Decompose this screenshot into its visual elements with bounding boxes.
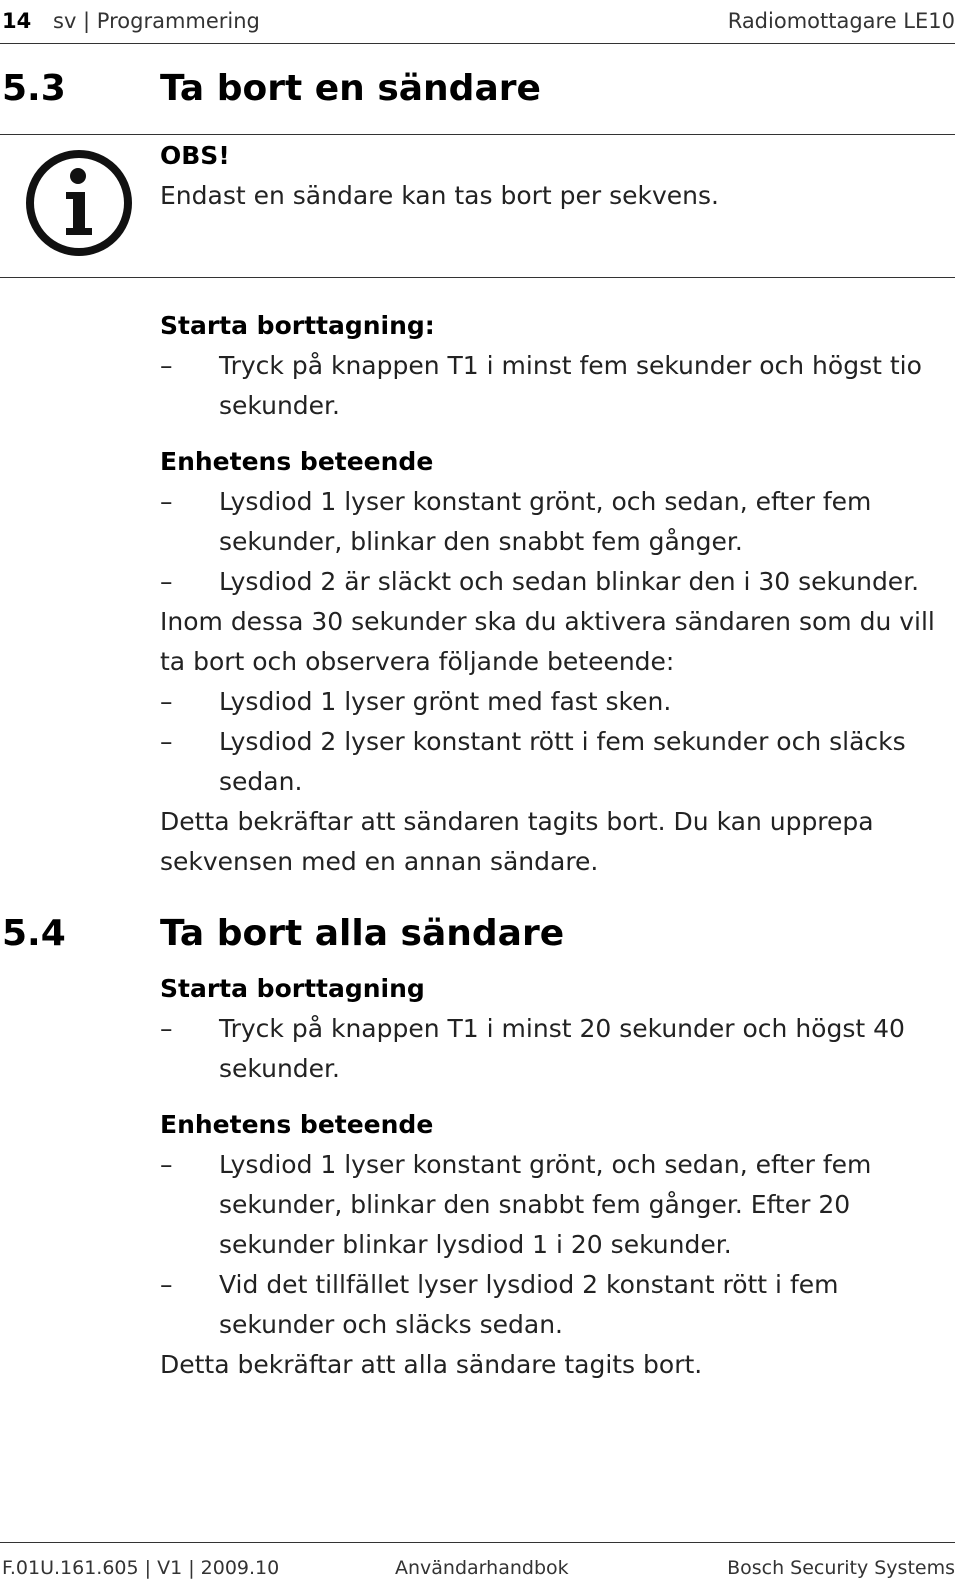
section-number-5-3: 5.3 — [2, 68, 66, 109]
running-section-title: sv | Programmering — [53, 9, 260, 33]
list-item: – Vid det tillfället lyser lysdiod 2 konstant rött i fem sekunder och släcks sedan. — [160, 1265, 955, 1345]
list-item: – Lysdiod 1 lyser konstant grönt, och sedan, efter fem sekunder, blinkar den snabbt fem gånger. Efter 20 sekunder blinkar lysdiod 1 i 20 sekunder. — [160, 1145, 955, 1265]
note-bottom-rule — [0, 277, 955, 278]
behavior-block-5-4 — [160, 1105, 955, 1385]
confirmation-text: Detta bekräftar att sändaren tagits bort. Du kan upprepa sekvensen med en annan sändare. — [160, 807, 874, 876]
start-steps-list — [160, 1009, 955, 1089]
behavior-list — [160, 1145, 955, 1345]
list-item: – Lysdiod 1 lyser grönt med fast sken. — [160, 682, 955, 722]
list-item: – Tryck på knappen T1 i minst fem sekunder och högst tio sekunder. — [160, 346, 955, 426]
instruction-text: Inom dessa 30 sekunder ska du aktivera sändaren som du vill ta bort och observera följande beteende: — [160, 607, 935, 676]
page-number: 14 — [2, 9, 32, 33]
start-label: Starta borttagning: — [160, 311, 435, 340]
section-title-5-3: Ta bort en sändare — [160, 68, 541, 109]
info-icon — [24, 148, 134, 258]
document-id: F.01U.161.605 | V1 | 2009.10 — [2, 1557, 280, 1579]
observe-list — [160, 682, 955, 802]
start-steps-list — [160, 346, 955, 426]
document-type: Användarhandbok — [395, 1557, 569, 1579]
behavior-label: Enhetens beteende — [160, 447, 434, 476]
list-item: – Tryck på knappen T1 i minst 20 sekunder och högst 40 sekunder. — [160, 1009, 955, 1089]
behavior-label: Enhetens beteende — [160, 1110, 434, 1139]
note-top-rule — [0, 134, 955, 135]
footer-rule — [0, 1542, 955, 1543]
behavior-list — [160, 482, 955, 602]
note-text: Endast en sändare kan tas bort per sekvens. — [160, 181, 719, 210]
behavior-block-5-3 — [160, 442, 955, 882]
list-item: – Lysdiod 2 lyser konstant rött i fem sekunder och släcks sedan. — [160, 722, 955, 802]
note-block — [160, 136, 955, 216]
note-heading: OBS! — [160, 141, 230, 170]
running-product-title: Radiomottagare LE10 — [727, 9, 955, 33]
list-item: – Lysdiod 1 lyser konstant grönt, och sedan, efter fem sekunder, blinkar den snabbt fem gånger. — [160, 482, 955, 562]
header-rule — [0, 43, 955, 44]
confirmation-text: Detta bekräftar att alla sändare tagits bort. — [160, 1350, 703, 1379]
list-item: – Lysdiod 2 är släckt och sedan blinkar den i 30 sekunder. — [160, 562, 955, 602]
start-block-5-3 — [160, 306, 955, 426]
start-label: Starta borttagning — [160, 974, 425, 1003]
section-title-5-4: Ta bort alla sändare — [160, 913, 565, 954]
start-block-5-4 — [160, 969, 955, 1089]
company-name: Bosch Security Systems — [727, 1557, 955, 1579]
section-number-5-4: 5.4 — [2, 913, 66, 954]
